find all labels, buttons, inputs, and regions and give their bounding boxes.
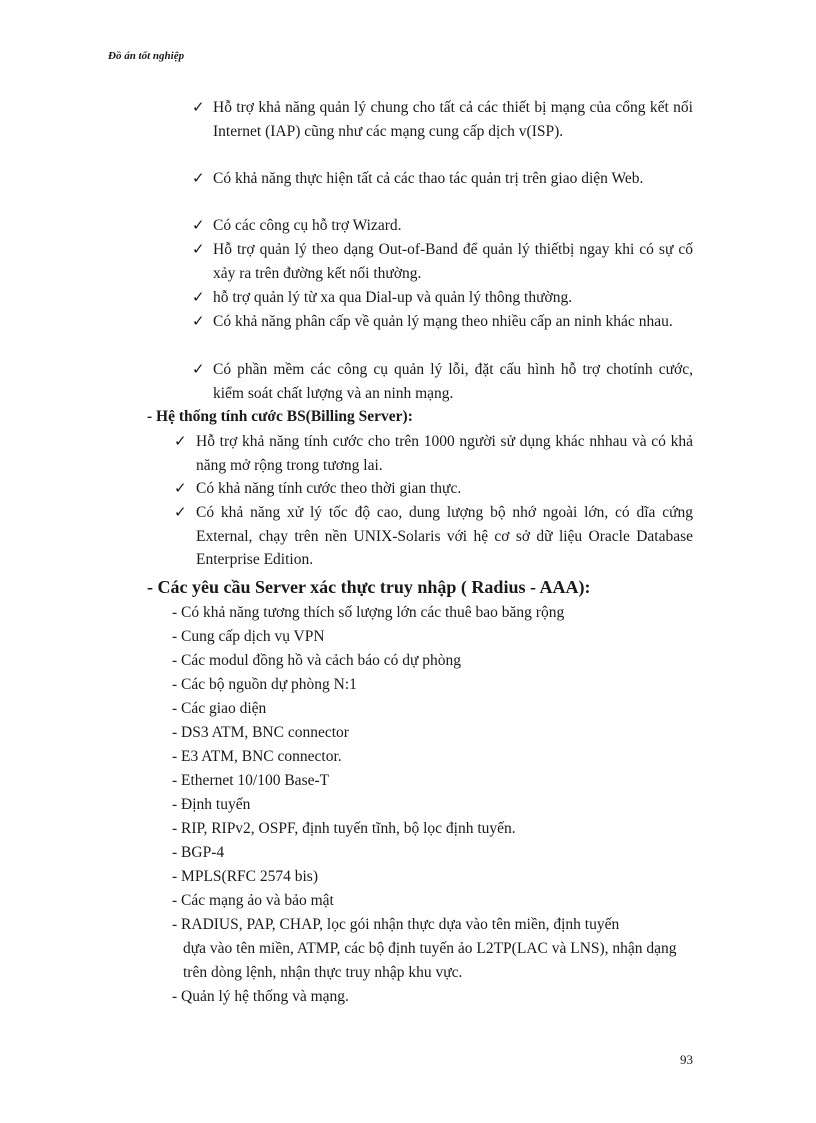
list-item: Có khả năng thực hiện tất cả các thao tác quản trị trên giao diện Web. [213, 170, 644, 187]
checkmark-icon: ✓ [192, 314, 205, 330]
checkmark-icon: ✓ [192, 290, 205, 306]
list-item: Hỗ trợ quản lý theo dạng Out-of-Band để quản lý thiếtbị ngay khi có sự cố xảy ra trên đường kết nối thường. [213, 241, 693, 282]
checkmark-icon: ✓ [174, 434, 187, 450]
list-item: - Định tuyến [172, 796, 251, 813]
radius-heading: - Các yêu cầu Server xác thực truy nhập ( Radius - AAA): [147, 577, 591, 597]
checkmark-icon: ✓ [192, 171, 205, 187]
checkmark-icon: ✓ [192, 242, 205, 258]
list-item-multiline [172, 913, 702, 985]
list-item: Có khả năng phân cấp về quản lý mạng theo nhiều cấp an ninh khác nhau. [213, 313, 673, 330]
list-item: - Các modul đồng hồ và cảch báo có dự phòng [172, 652, 462, 669]
checkmark-icon: ✓ [174, 505, 187, 521]
list-item: - E3 ATM, BNC connector. [172, 748, 342, 765]
list-item: Có các công cụ hỗ trợ Wizard. [213, 217, 402, 234]
checkmark-icon: ✓ [174, 481, 187, 497]
list-item: - RIP, RIPv2, OSPF, định tuyến tĩnh, bộ lọc định tuyến. [172, 820, 516, 837]
list-item-continuation: dựa vào tên miền, ATMP, các bộ định tuyến ảo L2TP(LAC và LNS), nhận dạng trên dòng lệnh, nhận thực truy nhập khu vực. [183, 940, 677, 981]
list-item: Có phần mềm các công cụ quản lý lỗi, đặt cấu hình hỗ trợ chotính cước, kiểm soát chất lượng và an ninh mạng. [213, 361, 693, 402]
list-item: hỗ trợ quản lý từ xa qua Dial-up và quản lý thông thường. [213, 289, 573, 306]
list-item: - Cung cấp dịch vụ VPN [172, 628, 325, 645]
checkmark-icon: ✓ [192, 100, 205, 116]
list-item: - Có khả năng tương thích số lượng lớn các thuê bao băng rộng [172, 604, 565, 621]
list-item: Có khả năng xử lý tốc độ cao, dung lượng bộ nhớ ngoài lớn, có dĩa cứng External, chạy trên nền UNIX-Solaris với hệ cơ sở dữ liệu Oracle Database Enterprise Edition. [196, 504, 693, 568]
page-number: 93 [680, 1052, 693, 1067]
checkmark-icon: ✓ [192, 218, 205, 234]
list-item: Hỗ trợ khả năng quản lý chung cho tất cả các thiết bị mạng của cổng kết nối Internet (IAP) cũng như các mạng cung cấp dịch v(ISP). [213, 99, 693, 140]
list-item: - Các mạng ảo và bảo mật [172, 892, 334, 909]
list-item: - Các bộ nguồn dự phòng N:1 [172, 676, 357, 693]
list-item: - Ethernet 10/100 Base-T [172, 772, 330, 789]
list-item: - Quản lý hệ thống và mạng. [172, 988, 349, 1005]
list-item: - MPLS(RFC 2574 bis) [172, 868, 318, 885]
page-header: Đồ án tốt nghiệp [108, 50, 185, 62]
list-item: - Các giao diện [172, 700, 267, 717]
list-item-first-line: - RADIUS, PAP, CHAP, lọc gói nhận thực dựa vào tên miền, định tuyến [172, 916, 620, 933]
list-item: Hỗ trợ khả năng tính cước cho trên 1000 người sử dụng khác nhhau và có khả năng mở rộng trong tương lai. [196, 433, 693, 474]
billing-heading: - Hệ thống tính cước BS(Billing Server): [147, 408, 413, 425]
checkmark-icon: ✓ [192, 362, 205, 378]
list-item: - DS3 ATM, BNC connector [172, 724, 349, 741]
list-item: Có khả năng tính cước theo thời gian thực. [196, 480, 462, 497]
list-item: - BGP-4 [172, 844, 225, 861]
